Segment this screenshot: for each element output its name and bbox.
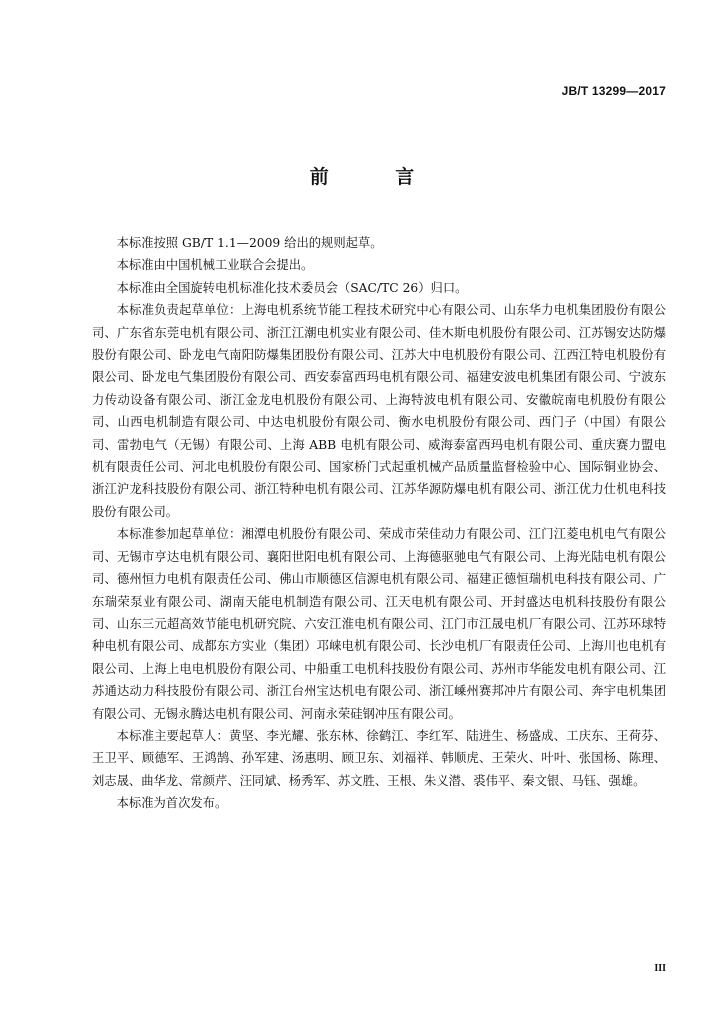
paragraph-lead-drafters: 本标准负责起草单位：上海电机系统节能工程技术研究中心有限公司、山东华力电机集团股份有限公司、广东省东莞电机有限公司、浙江江潮电机实业有限公司、佳木斯电机股份有限公司、江苏锡安达防爆股份有限公司、卧龙电气南阳防爆集团股份有限公司、江苏大中电机股份有限公司、江西江特电机股份有限公司、卧龙电气集团股份有限公司、西安泰富西玛电机有限公司、福建安波电机集团有限公司、宁波东力传动设备有限公司、浙江金龙电机股份有限公司、上海特波电机有限公司、安徽皖南电机股份有限公司、山西电机制造有限公司、中达电机股份有限公司、衡水电机股份有限公司、西门子（中国）有限公司、雷勃电气（无锡）有限公司、上海 ABB 电机有限公司、威海泰富西玛电机有限公司、重庆赛力盟电机有限责任公司、河北电机股份有限公司、国家桥门式起重机械产品质量监督检验中心、国际铜业协会、浙江沪龙科技股份有限公司、浙江特种电机有限公司、江苏华源防爆电机有限公司、浙江优力仕机电科技股份有限公司。 xyxy=(92,303,666,519)
paragraph-proposer: 本标准由中国机械工业联合会提出。 xyxy=(116,258,314,273)
foreword-body xyxy=(92,232,666,815)
paragraph-first-release: 本标准为首次发布。 xyxy=(116,796,228,811)
paragraph-participating-drafters: 本标准参加起草单位：湘潭电机股份有限公司、荣成市荣佳动力有限公司、江门江菱电机电气有限公司、无锡市亨达电机有限公司、襄阳世阳电机有限公司、上海德驱驰电气有限公司、上海光陆电机有限公司、德州恒力电机有限责任公司、佛山市顺德区信源电机有限公司、福建正德恒瑞机电科技有限公司、广东瑞荣泵业有限公司、湖南天能电机制造有限公司、江天电机有限公司、开封盛达电机科技股份有限公司、山东三元超高效节能电机研究院、六安江淮电机有限公司、江门市江晟电机厂有限公司、江苏环球特种电机有限公司、成都东方实业（集团）邛崃电机有限公司、长沙电机厂有限责任公司、上海川也电机有限公司、上海上电电机股份有限公司、中船重工电机科技股份有限公司、苏州市华能发电机有限公司、江苏通达动力科技股份有限公司、浙江台州宝达机电有限公司、浙江嵊州赛邦冲片有限公司、奔宇电机集团有限公司、无锡永腾达电机有限公司、河南永荣硅钢冲压有限公司。 xyxy=(92,527,666,721)
standard-code: JB/T 13299—2017 xyxy=(561,84,666,98)
paragraph-administrator: 本标准由全国旋转电机标准化技术委员会（SAC/TC 26）归口。 xyxy=(116,280,468,295)
page-title: 前 言 xyxy=(309,166,445,188)
paragraph-main-drafters: 本标准主要起草人：黄坚、李光耀、张东林、徐鹤江、李红军、陆进生、杨盛成、工庆东、王荷芬、王卫平、顾德军、王鸿鹄、孙军建、汤惠明、顾卫东、刘福祥、韩顺虎、王荣火、叶叶、张国杨、陈理、刘志晟、曲华龙、常颜芹、汪同斌、杨秀军、苏文胜、王根、朱义潜、裘伟平、秦文银、马钰、强雄。 xyxy=(92,728,666,788)
paragraph-drafting-rules: 本标准按照 GB/T 1.1—2009 给出的规则起草。 xyxy=(116,236,383,250)
page-number: III xyxy=(654,963,666,974)
